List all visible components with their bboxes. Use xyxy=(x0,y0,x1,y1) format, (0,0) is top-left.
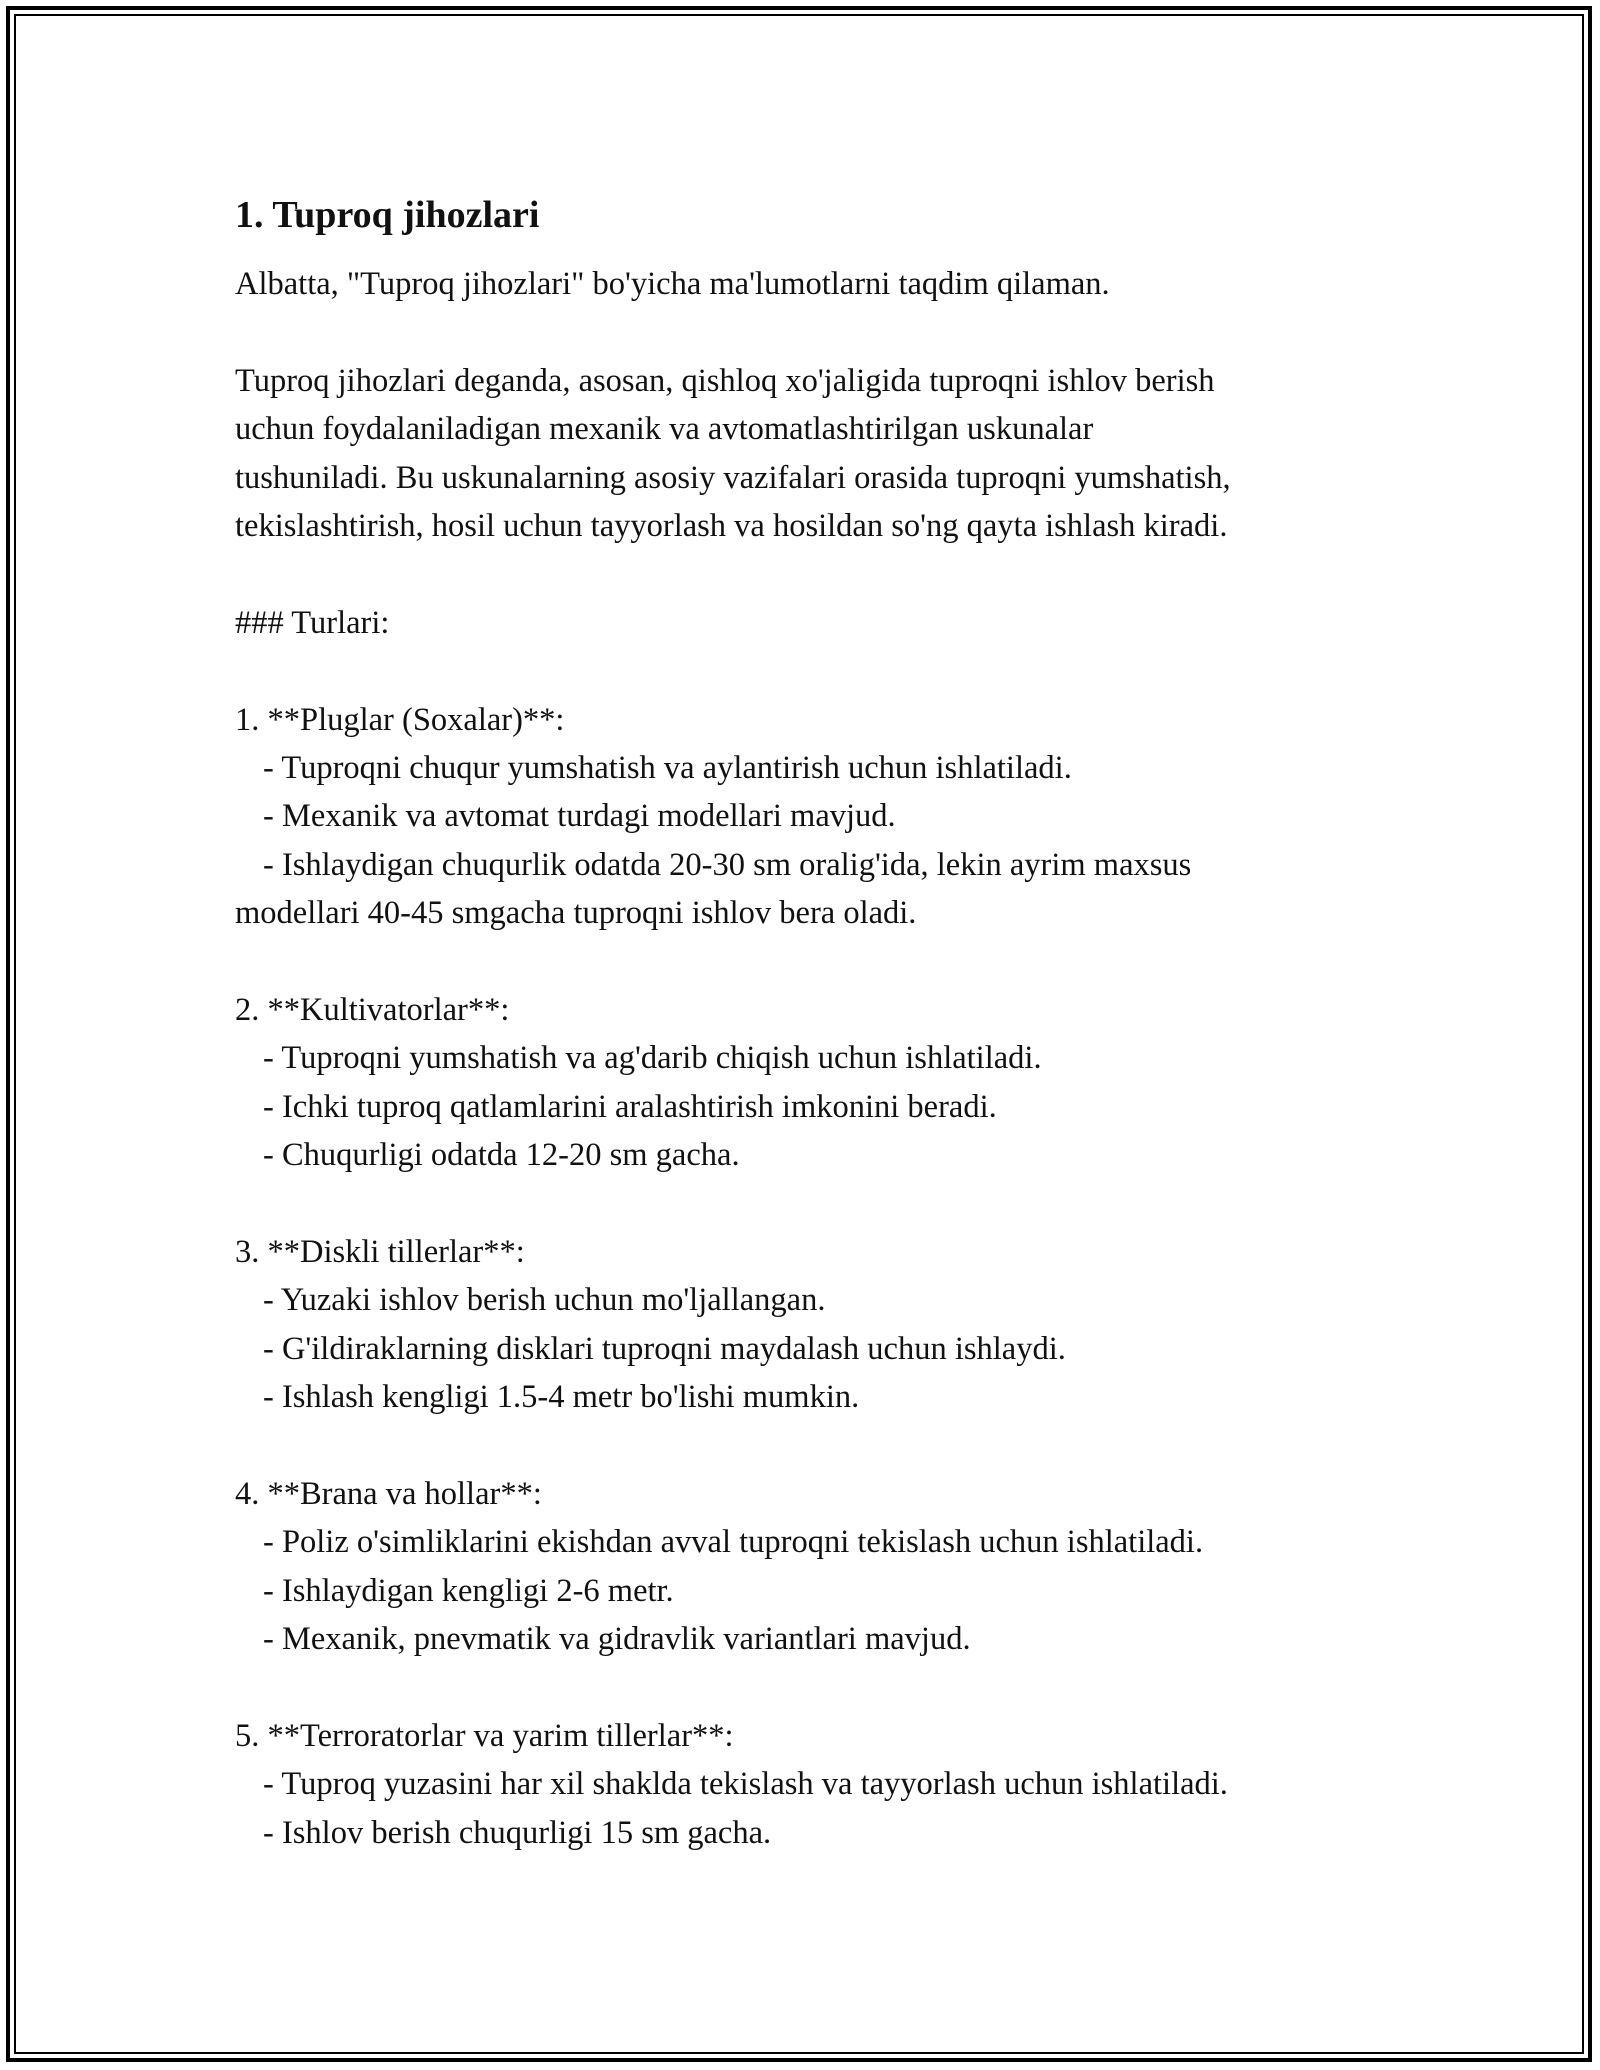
item-heading: 5. **Terroratorlar va yarim tillerlar**: xyxy=(235,1718,734,1755)
paragraph-line: Tuproq jihozlari deganda, asosan, qishloq xo'jaligida tuproqni ishlov berish xyxy=(235,362,1215,399)
paragraph-line: uchun foydalaniladigan mexanik va avtomatlashtirilgan uskunalar xyxy=(235,411,1094,448)
item-bullet: - Ishlaydigan kengligi 2-6 metr. xyxy=(263,1572,674,1609)
item-bullet: - Chuqurligi odatda 12-20 sm gacha. xyxy=(263,1137,740,1174)
spacer xyxy=(235,550,1395,598)
item-heading: 4. **Brana va hollar**: xyxy=(235,1476,542,1513)
spacer xyxy=(235,308,1395,356)
item-bullet: - Mexanik, pnevmatik va gidravlik variantlari mavjud. xyxy=(263,1621,971,1658)
paragraph-line: tekislashtirish, hosil uchun tayyorlash va hosildan so'ng qayta ishlash kiradi. xyxy=(235,508,1228,545)
item-bullet: - G'ildiraklarning disklari tuproqni maydalash uchun ishlaydi. xyxy=(263,1330,1066,1367)
list-item xyxy=(235,1228,1395,1422)
spacer xyxy=(235,647,1395,695)
item-bullet: - Mexanik va avtomat turdagi modellari mavjud. xyxy=(263,798,896,835)
types-heading: ### Turlari: xyxy=(235,604,390,641)
item-heading: 3. **Diskli tillerlar**: xyxy=(235,1234,525,1271)
spacer xyxy=(235,1180,1395,1228)
document-body xyxy=(235,187,1395,1857)
spacer xyxy=(235,1664,1395,1712)
item-bullet: - Tuproqni yumshatish va ag'darib chiqish uchun ishlatiladi. xyxy=(263,1040,1042,1077)
item-bullet-continuation: modellari 40-45 smgacha tuproqni ishlov bera oladi. xyxy=(235,895,917,932)
item-bullet: - Ichki tuproq qatlamlarini aralashtirish imkonini beradi. xyxy=(263,1088,997,1125)
item-bullet: - Tuproq yuzasini har xil shakldа tekislash va tayyorlash uchun ishlatiladi. xyxy=(263,1766,1228,1803)
item-bullet: - Yuzaki ishlov berish uchun mo'ljallangan. xyxy=(263,1282,826,1319)
item-bullet: - Poliz o'simliklarini ekishdan avval tuproqni tekislash uchun ishlatiladi. xyxy=(263,1524,1204,1561)
list-item xyxy=(235,986,1395,1180)
document-title: 1. Tuproq jihozlari xyxy=(235,194,540,236)
item-heading: 1. **Pluglar (Soxalar)**: xyxy=(235,701,565,738)
item-bullet: - Ishlaydigan chuqurlik odatda 20-30 sm oralig'ida, lekin ayrim maxsus xyxy=(263,846,1192,883)
list-item xyxy=(235,1712,1395,1857)
spacer xyxy=(235,938,1395,986)
spacer xyxy=(235,1422,1395,1470)
list-item xyxy=(235,696,1395,938)
item-bullet: - Ishlov berish chuqurligi 15 sm gacha. xyxy=(263,1814,772,1851)
paragraph-line: tushuniladi. Bu uskunalarning asosiy vazifalari orasida tuproqni yumshatish, xyxy=(235,459,1231,496)
item-heading: 2. **Kultivatorlar**: xyxy=(235,992,510,1029)
description-paragraph xyxy=(235,357,1395,551)
item-bullet: - Ishlash kengligi 1.5-4 metr bo'lishi mumkin. xyxy=(263,1379,860,1416)
list-item xyxy=(235,1470,1395,1664)
intro-text: Albatta, "Tuproq jihozlari" bo'yicha ma'lumotlarni taqdim qilaman. xyxy=(235,266,1110,302)
item-bullet: - Tuproqni chuqur yumshatish va aylantirish uchun ishlatiladi. xyxy=(263,750,1072,787)
